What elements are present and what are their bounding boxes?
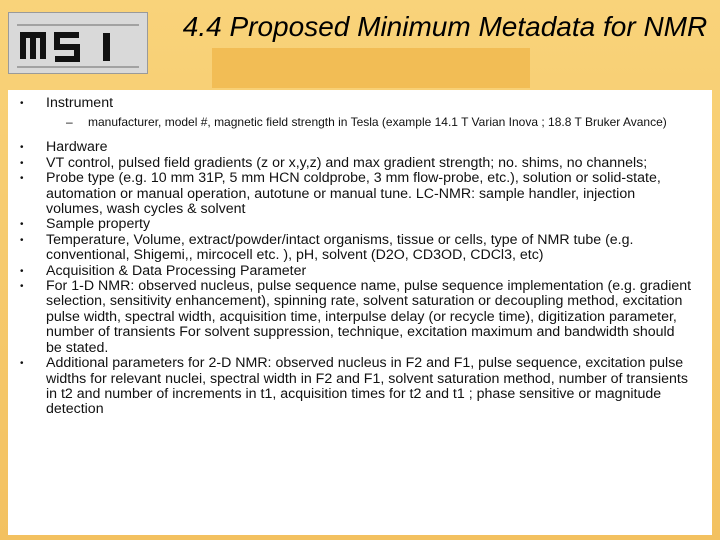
bullet-item: [8, 264, 712, 279]
sub-bullet-item: [46, 116, 692, 128]
msi-logo: [8, 12, 148, 74]
bullet-icon: •: [20, 142, 24, 154]
sub-bullet-list: [46, 116, 692, 128]
bullet-item: [8, 356, 712, 418]
bullet-item: [8, 171, 712, 217]
bullet-list: [8, 96, 712, 418]
dash-icon: –: [66, 115, 73, 130]
bullet-item: [8, 156, 712, 171]
bullet-item: [8, 140, 712, 155]
bullet-icon: •: [20, 281, 24, 293]
bullet-icon: •: [20, 157, 24, 169]
slide-title: 4.4 Proposed Minimum Metadata for NMR: [182, 11, 708, 42]
msi-logo-icon: [9, 13, 147, 73]
bullet-icon: •: [20, 98, 24, 109]
bullet-text: Acquisition & Data Processing Parameter: [46, 262, 307, 279]
bullet-item: [8, 279, 712, 356]
sub-bullet-text: manufacturer, model #, magnetic field strength in Tesla (example 14.1 T Varian Inova ; 18.8 T Bruker Avance): [88, 115, 667, 130]
bullet-text: Temperature, Volume, extract/powder/intact organisms, tissue or cells, type of NMR tube (e.g. conventional, Shigemi,, mircocell etc. ), pH, solvent (D2O, CD3OD, CDCl3, etc): [46, 231, 634, 264]
bullet-text: Hardware: [46, 139, 108, 156]
bullet-text: For 1-D NMR: observed nucleus, pulse sequence name, pulse sequence implementation (e.g. gradient selection, sensitivity enhancement), spinning rate, solvent saturation or decoupling method, excitation pulse width, spectral width, acquisition time, interpulse delay (or recycle time), digitization parameter, number of transients For solvent suppression, technique, excitation maximum and bandwidth should be stated.: [46, 278, 692, 356]
bullet-text: Instrument: [46, 95, 114, 111]
title-band: [212, 48, 530, 88]
bullet-text: VT control, pulsed field gradients (z or x,y,z) and max gradient strength; no. shims, no channels;: [46, 154, 648, 171]
bullet-text: Sample property: [46, 216, 151, 233]
bullet-item: [8, 217, 712, 232]
bullet-item: [8, 96, 712, 128]
bullet-icon: •: [20, 219, 24, 231]
bullet-icon: •: [20, 265, 24, 277]
bullet-text: Additional parameters for 2-D NMR: observed nucleus in F2 and F1, pulse sequence, excitation pulse widths for relevant nuclei, spectral width in F2 and F1, solvent saturation method, number of transients in t2 and number of increments in t1, acquisition times for t2 and t1 ; phase sensitive or magnitude detection: [46, 355, 688, 418]
bullet-icon: •: [20, 234, 24, 246]
bullet-item: [8, 233, 712, 264]
bullet-icon: •: [20, 358, 24, 370]
bullet-text: Probe type (e.g. 10 mm 31P, 5 mm HCN coldprobe, 3 mm flow-probe, etc.), solution or solid-state, automation or manual operation, autotune or manual tune. LC-NMR: sample handler, injection volumes, wash cycles & solvent: [46, 170, 661, 218]
bullet-icon: •: [20, 173, 24, 185]
content-panel: [8, 90, 712, 535]
